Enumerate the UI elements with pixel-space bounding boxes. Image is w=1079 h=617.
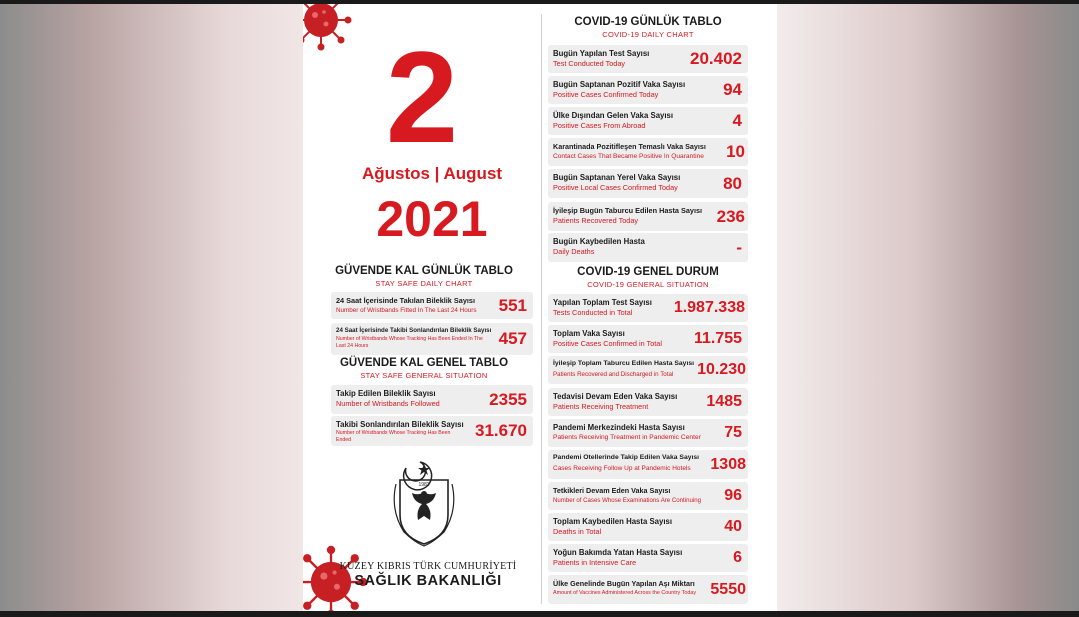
row-label: 24 Saat İçerisinde Takibi Sonlandırılan Bileklik Sayısı xyxy=(336,327,492,334)
row-value: 11.755 xyxy=(693,330,742,347)
day-number: 2 xyxy=(385,24,459,170)
row-value: 1308 xyxy=(710,455,746,473)
row-value: 1.987.338 xyxy=(673,299,745,316)
row-sublabel: Cases Receiving Follow Up at Pandemic Hotels xyxy=(553,465,691,472)
row-value: 31.670 xyxy=(475,421,527,440)
covid-general-row xyxy=(548,294,748,322)
row-sublabel: Patients Receiving Treatment in Pandemic Center xyxy=(553,434,701,441)
row-sublabel: Contact Cases That Became Positive In Quarantine xyxy=(553,153,704,160)
covid-daily-row xyxy=(548,76,748,104)
row-value: 75 xyxy=(724,424,742,441)
covid-general-row xyxy=(548,419,748,447)
row-sublabel: Patients Recovered and Discharged in Total xyxy=(553,371,674,378)
row-label: Yoğun Bakımda Yatan Hasta Sayısı xyxy=(553,548,683,557)
row-value: 1485 xyxy=(706,393,742,410)
covid-bulletin-poster xyxy=(303,4,777,611)
row-sublabel-continued: Last 24 Hours xyxy=(336,343,369,349)
emblem-year: 1983 xyxy=(418,482,430,488)
month-label: Ağustos | August xyxy=(361,164,503,183)
covid-daily-title: COVID-19 GÜNLÜK TABLO xyxy=(574,16,722,28)
row-label: Ülke Genelinde Bugün Yapılan Aşı Miktarı xyxy=(553,579,695,588)
covid-general-subtitle: COVID-19 GENERAL SITUATION xyxy=(587,280,709,289)
row-value: 4 xyxy=(732,111,742,130)
blurred-background-left xyxy=(0,4,303,611)
row-sublabel: Positive Cases Confirmed Today xyxy=(553,90,659,99)
covid-general-row xyxy=(548,450,748,479)
row-sublabel: Number of Wristbands Fitted In The Last 24 Hours xyxy=(336,307,477,314)
row-sublabel: Test Conducted Today xyxy=(553,59,626,68)
row-label: Bugün Yapılan Test Sayısı xyxy=(553,49,650,58)
row-label: Tetkikleri Devam Eden Vaka Sayısı xyxy=(553,486,671,495)
covid-general-row xyxy=(548,482,748,510)
stay-safe-general-row xyxy=(331,416,533,446)
row-sublabel: Positive Cases Confirmed in Total xyxy=(553,339,662,348)
covid-daily-row xyxy=(548,169,748,198)
row-value: 80 xyxy=(723,173,742,193)
row-sublabel: Patients Receiving Treatment xyxy=(553,402,649,411)
row-value: 551 xyxy=(498,295,527,315)
row-label: Yapılan Toplam Test Sayısı xyxy=(553,298,652,307)
row-sublabel: Number of Wristbands Whose Tracking Has Been Ended In The xyxy=(336,336,483,342)
covid-general-title: COVID-19 GENEL DURUM xyxy=(577,266,719,278)
ministry-country-name: KUZEY KIBRIS TÜRK CUMHURİYETİ xyxy=(339,561,517,572)
covid-daily-row xyxy=(548,233,748,262)
row-sublabel: Patients Recovered Today xyxy=(553,216,639,225)
row-label: Takip Edilen Bileklik Sayısı xyxy=(336,389,436,398)
covid-general-row xyxy=(548,513,748,541)
row-value: 20.402 xyxy=(690,49,742,68)
row-value: 10.230 xyxy=(697,361,746,378)
stay-safe-daily-subtitle: STAY SAFE DAILY CHART xyxy=(375,279,473,288)
row-label: Pandemi Otellerinde Takip Edilen Vaka Sayısı xyxy=(553,454,700,461)
covid-general-row xyxy=(548,356,748,384)
row-label: Pandemi Merkezindeki Hasta Sayısı xyxy=(553,423,685,432)
trnc-coat-of-arms-icon xyxy=(386,460,462,548)
stay-safe-daily-row xyxy=(331,292,533,319)
row-sublabel: Number of Wristbands Whose Tracking Has Been xyxy=(336,430,451,436)
stay-safe-daily-row xyxy=(331,323,533,355)
row-label: Toplam Kaybedilen Hasta Sayısı xyxy=(553,517,673,526)
bottom-frame-bar xyxy=(0,611,1079,617)
row-label: İyileşip Bugün Taburcu Edilen Hasta Sayısı xyxy=(553,206,703,215)
blurred-background-right xyxy=(777,4,1079,611)
row-sublabel: Tests Conducted in Total xyxy=(553,308,633,317)
row-sublabel: Number of Wristbands Followed xyxy=(336,399,440,408)
row-sublabel: Positive Local Cases Confirmed Today xyxy=(553,183,678,192)
covid-daily-row xyxy=(548,202,748,231)
row-label: Bugün Saptanan Pozitif Vaka Sayısı xyxy=(553,80,686,89)
row-value: 6 xyxy=(733,549,742,566)
stay-safe-general-subtitle: STAY SAFE GENERAL SITUATION xyxy=(360,371,488,380)
row-label: Takibi Sonlandırılan Bileklik Sayısı xyxy=(336,420,464,429)
row-label: Ülke Dışından Gelen Vaka Sayısı xyxy=(553,111,674,120)
covid-general-row xyxy=(548,575,748,604)
covid-general-row xyxy=(548,388,748,416)
row-sublabel-continued: Ended xyxy=(336,437,352,443)
row-value: 5550 xyxy=(710,580,746,598)
covid-general-row xyxy=(548,544,748,572)
row-value: 2355 xyxy=(489,389,527,409)
row-value: 457 xyxy=(498,329,527,348)
row-label: 24 Saat İçerisinde Takılan Bileklik Sayısı xyxy=(336,296,475,305)
row-value: 10 xyxy=(726,142,745,161)
row-value: 94 xyxy=(723,80,742,99)
row-sublabel: Deaths in Total xyxy=(553,527,602,536)
row-sublabel: Number of Cases Whose Examinations Are Continuing xyxy=(553,497,702,504)
row-label: Tedavisi Devam Eden Vaka Sayısı xyxy=(553,392,678,401)
stay-safe-general-row xyxy=(331,385,533,414)
row-sublabel: Patients in Intensive Care xyxy=(553,558,637,567)
row-label: İyileşip Toplam Taburcu Edilen Hasta Sayısı xyxy=(553,360,695,367)
covid-daily-row xyxy=(548,107,748,135)
covid-daily-row xyxy=(548,138,748,166)
row-label: Karantinada Pozitifleşen Temaslı Vaka Sayısı xyxy=(553,142,706,151)
year-label: 2021 xyxy=(376,191,488,247)
column-divider xyxy=(541,14,542,604)
row-label: Bugün Saptanan Yerel Vaka Sayısı xyxy=(553,173,681,182)
covid-general-row xyxy=(548,325,748,353)
stay-safe-general-title: GÜVENDE KAL GENEL TABLO xyxy=(339,357,509,369)
row-sublabel: Positive Cases From Abroad xyxy=(553,121,646,130)
ministry-name: SAĞLIK BAKANLIĞI xyxy=(354,573,502,589)
row-sublabel: Amount of Vaccines Administered Across the Country Today xyxy=(553,590,697,596)
covid-daily-subtitle: COVID-19 DAILY CHART xyxy=(602,30,694,39)
stay-safe-daily-title: GÜVENDE KAL GÜNLÜK TABLO xyxy=(335,265,513,277)
covid-daily-row xyxy=(548,45,748,73)
row-label: Bugün Kaybedilen Hasta xyxy=(553,237,645,246)
row-value: 96 xyxy=(724,487,742,504)
row-sublabel: Daily Deaths xyxy=(553,247,595,256)
row-value: 40 xyxy=(724,518,742,535)
row-label: Toplam Vaka Sayısı xyxy=(553,329,625,338)
row-value: 236 xyxy=(716,206,745,226)
row-value: - xyxy=(736,237,742,257)
